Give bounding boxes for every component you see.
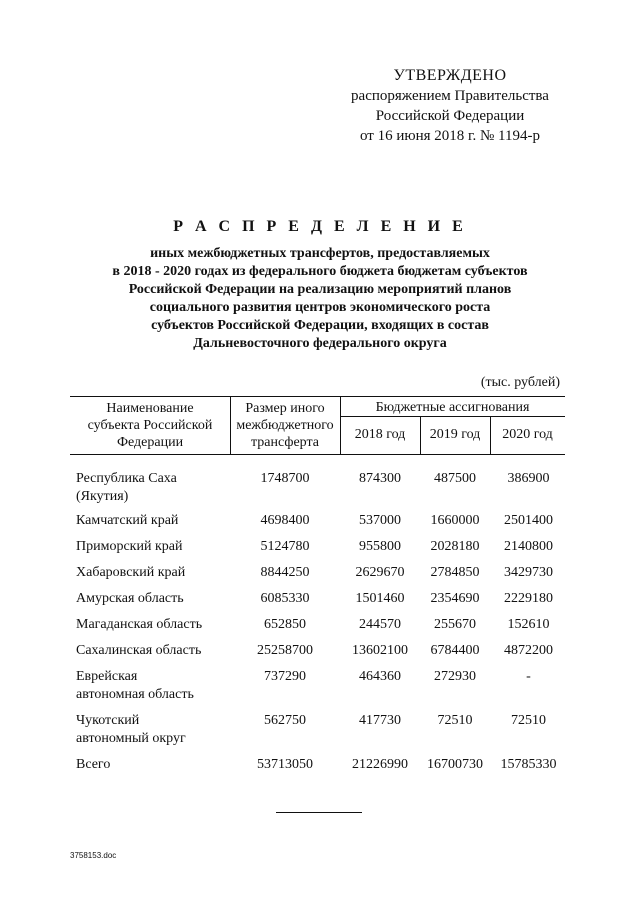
row-2019: 2028180	[430, 539, 480, 554]
row-2019: 272930	[434, 669, 476, 684]
row-region-name: Республика Саха (Якутия)	[76, 471, 177, 504]
row-total: 1748700	[260, 471, 310, 486]
row-total: 53713050	[257, 757, 313, 772]
row-2019: 16700730	[427, 757, 483, 772]
row-2020: -	[526, 669, 531, 684]
row-region-name: Приморский край	[76, 539, 183, 554]
row-2018: 2629670	[355, 565, 405, 580]
row-2020: 3429730	[504, 565, 553, 580]
row-region-name: Магаданская область	[76, 617, 203, 632]
row-2019: 72510	[437, 713, 473, 728]
row-total: 25258700	[257, 643, 313, 658]
row-region-name: Чукотский автономный округ	[76, 713, 186, 746]
row-total: 6085330	[260, 591, 310, 606]
row-2019: 255670	[434, 617, 476, 632]
row-total: 737290	[264, 669, 306, 684]
row-2019: 2354690	[430, 591, 480, 606]
approval-title: УТВЕРЖДЕНО	[393, 67, 507, 84]
header-bottom-rule	[70, 454, 565, 455]
row-2019: 1660000	[430, 513, 480, 528]
row-2018: 417730	[359, 713, 401, 728]
row-region-name: Всего	[76, 757, 111, 772]
header-year-2018: 2018 год	[354, 427, 406, 442]
row-region-name: Сахалинская область	[76, 643, 202, 658]
row-2020: 2229180	[504, 591, 553, 606]
row-2019: 2784850	[430, 565, 480, 580]
row-2020: 386900	[507, 471, 550, 486]
footer-rule	[276, 812, 362, 813]
row-2020: 4872200	[504, 643, 553, 658]
header-name: Наименование субъекта Российской Федерации	[87, 401, 213, 450]
unit-label: (тыс. рублей)	[480, 375, 560, 390]
row-region-name: Хабаровский край	[76, 565, 186, 580]
subtitle-line: в 2018 - 2020 годах из федерального бюджета бюджетам субъектов	[112, 264, 528, 279]
row-2020: 152610	[507, 617, 550, 632]
row-total: 562750	[264, 713, 306, 728]
row-total: 4698400	[260, 513, 310, 528]
document-reference: 3758153.doc	[70, 851, 117, 860]
row-total: 8844250	[260, 565, 310, 580]
header-allocations: Бюджетные ассигнования	[375, 400, 530, 415]
subtitle-line: субъектов Российской Федерации, входящих в состав	[151, 318, 489, 333]
row-2018: 464360	[359, 669, 401, 684]
approval-line-2: Российской Федерации	[375, 108, 525, 124]
subtitle-line: Российской Федерации на реализацию мероприятий планов	[128, 282, 512, 297]
row-total: 652850	[264, 617, 306, 632]
document-subtitle	[60, 245, 580, 353]
row-2020: 72510	[511, 713, 546, 728]
row-2018: 537000	[359, 513, 401, 528]
row-2020: 15785330	[500, 757, 557, 772]
row-2018: 955800	[359, 539, 401, 554]
row-2018: 244570	[359, 617, 401, 632]
document-title: Р А С П Р Е Д Е Л Е Н И Е	[173, 218, 467, 235]
row-2018: 1501460	[355, 591, 405, 606]
subtitle-line: иных межбюджетных трансфертов, предоставляемых	[150, 246, 490, 261]
header-year-2020: 2020 год	[502, 427, 553, 442]
subtitle-line: Дальневосточного федерального округа	[193, 336, 447, 351]
row-region-name: Камчатский край	[76, 513, 179, 528]
table-top-rule	[70, 396, 565, 397]
approval-block	[340, 66, 560, 146]
row-total: 5124780	[260, 539, 310, 554]
row-2020: 2140800	[504, 539, 553, 554]
row-region-name: Еврейская автономная область	[76, 669, 194, 702]
alloc-header-rule	[340, 416, 565, 417]
row-region-name: Амурская область	[76, 591, 184, 606]
header-year-2019: 2019 год	[429, 427, 481, 442]
row-2018: 13602100	[352, 643, 408, 658]
header-total: Размер иного межбюджетного трансферта	[236, 401, 334, 450]
approval-line-1: распоряжением Правительства	[351, 88, 549, 104]
row-2020: 2501400	[504, 513, 553, 528]
subtitle-line: социального развития центров экономического роста	[149, 300, 491, 315]
row-2018: 874300	[359, 471, 401, 486]
row-2018: 21226990	[352, 757, 408, 772]
approval-line-3: от 16 июня 2018 г. № 1194-р	[360, 128, 540, 144]
row-2019: 6784400	[430, 643, 480, 658]
row-2019: 487500	[434, 471, 476, 486]
